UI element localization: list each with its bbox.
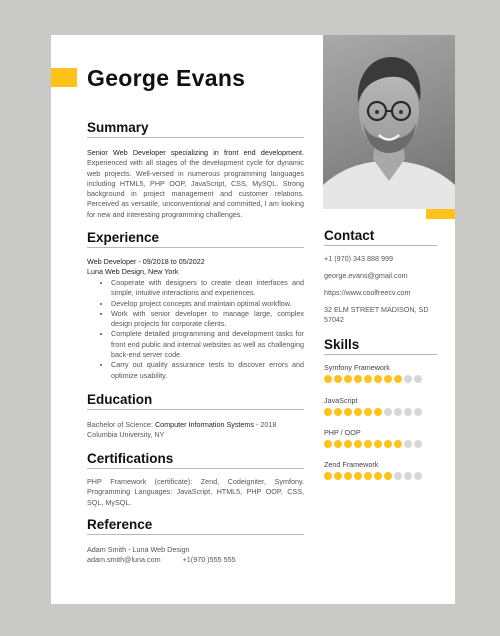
skill-dot-filled [334,440,342,448]
reference-text [87,545,304,566]
skill-dot-filled [334,472,342,480]
skill-name: JavaScript [324,396,358,405]
skill-dot-empty [394,408,402,416]
skill-dot-empty [394,472,402,480]
portrait-illustration [323,35,455,209]
skill-dot-filled [364,440,372,448]
skill-name: PHP / OOP [324,428,361,437]
skill-dot-filled [384,440,392,448]
education-degree-field: Computer Information Systems [154,420,255,429]
experience-bullet: • Cooperate with designers to create clean interfaces and simple, intuitive interactions and experiences. [111,278,304,299]
education-degree-year: - 2018 [256,420,277,429]
skill-dot-filled [354,375,362,383]
skill-dot-filled [384,472,392,480]
skill-dot-filled [364,375,372,383]
reference-name: Adam Smith - Luna Web Design [87,545,190,554]
skill-dot-empty [384,408,392,416]
skill-dot-filled [394,375,402,383]
skill-rating [324,440,422,448]
experience-bullet: • Develop project concepts and maintain optimal workflow. [111,299,304,309]
skill-dot-empty [414,440,422,448]
summary-lead: Senior Web Developer specializing in front end development. [87,148,304,157]
skill-dot-filled [324,440,332,448]
certifications-text: PHP Framework (certificate): Zend, Codeigniter, Symfony. Programming Languages: JavaScript, HTML5, PHP OOP, CSS, SQL, MySQL. [87,477,304,507]
skill-dot-filled [364,408,372,416]
contact-email[interactable]: george.evans@gmail.com [324,271,408,280]
summary-heading: Summary [87,120,304,138]
portrait-photo [323,35,455,209]
skill-dot-filled [384,375,392,383]
reference-phone: +1(970 )555 555 [182,555,236,565]
experience-bullet: • Work with senior developer to manage large, complex design projects for corporate clients. [111,309,304,330]
skill-dot-filled [344,472,352,480]
skill-dot-filled [354,472,362,480]
skill-dot-filled [374,375,382,383]
candidate-name: George Evans [87,65,246,91]
contact-address: 32 ELM STREET MADISON, SD 57042 [324,305,429,324]
skill-dot-empty [414,375,422,383]
skill-dot-empty [414,408,422,416]
skill-dot-filled [344,408,352,416]
skill-dot-filled [334,375,342,383]
skill-dot-filled [344,375,352,383]
skill-dot-empty [404,375,412,383]
reference-heading: Reference [87,517,304,535]
summary-body: Experienced with all stages of the development cycle for dynamic web projects. Well-versed in numerous programming languages including HTML5, PHP OOP, JavaScript, CSS, MySQL. Strong background in project management and customer relations. Perceived as versatile, unconventional and committed, I am looking for new and interesting programming challenges. [87,158,304,219]
skill-dot-empty [404,408,412,416]
experience-bullets [87,278,304,381]
reference-email: adam.smith@luna.com [87,555,161,565]
skill-rating [324,375,422,383]
contact-website[interactable]: https://www.coolfreecv.com [324,288,411,297]
education-school: Columbia University, NY [87,430,165,440]
experience-bullet: • Carry out quality assurance tests to discover errors and optimize usability. [111,360,304,381]
skills-heading: Skills [324,337,437,355]
skill-dot-empty [414,472,422,480]
education-degree-prefix: Bachelor of Science: [87,420,153,429]
resume-page [51,35,455,604]
skill-dot-empty [404,472,412,480]
experience-bullet: • Complete detailed programming and development tasks for front end public and internal websites as well as challenging back-end server code. [111,329,304,360]
experience-role: Web Developer - 09/2018 to 05/2022 [87,257,205,266]
summary-text [87,148,304,220]
skill-name: Zend Framework [324,460,379,469]
experience-company: Luna Web Design, New York [87,267,179,276]
skill-dot-filled [324,375,332,383]
skill-dot-filled [354,440,362,448]
skill-dot-filled [324,408,332,416]
contact-phone: +1 (970) 343 888 999 [324,254,393,263]
name-accent-bar [51,68,77,87]
education-heading: Education [87,392,304,410]
skill-rating [324,472,422,480]
skill-dot-filled [324,472,332,480]
skill-dot-filled [334,408,342,416]
contact-heading: Contact [324,228,437,246]
skill-dot-filled [364,472,372,480]
skill-dot-filled [354,408,362,416]
skill-name: Symfony Framework [324,363,390,372]
experience-heading: Experience [87,230,304,248]
skill-dot-filled [344,440,352,448]
skill-rating [324,408,422,416]
skill-dot-filled [374,440,382,448]
skill-dot-filled [374,472,382,480]
certifications-heading: Certifications [87,451,304,469]
skill-dot-empty [404,440,412,448]
skill-dot-filled [394,440,402,448]
education-text [87,420,304,441]
skill-dot-filled [374,408,382,416]
